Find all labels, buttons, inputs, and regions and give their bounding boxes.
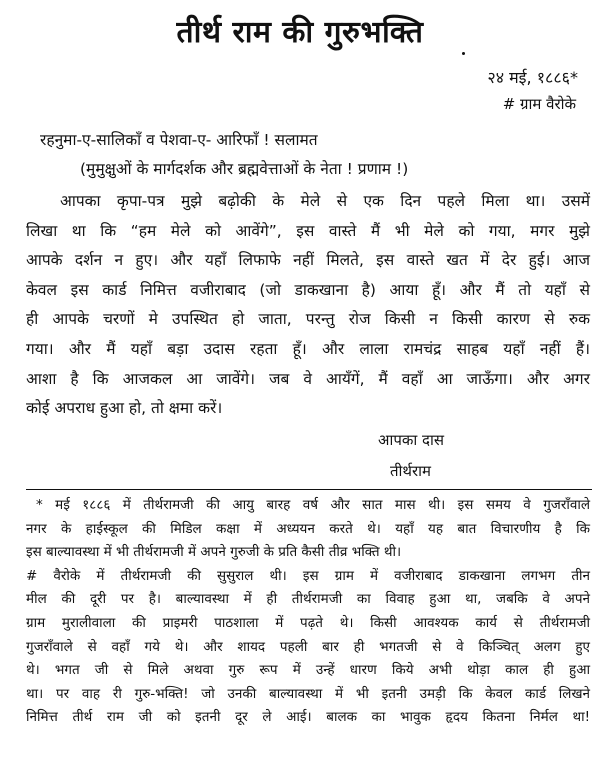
footnote-line: # वैरोके में तीर्थरामजी की सुसुराल थी। इस ग्राम में वजीराबाद डाकखाना लगभग तीन bbox=[26, 567, 590, 584]
body-line: आशा है कि आजकल आ जावेंगे। जब वे आयँगें, मैं वहाँ आ जाऊँगा। और अगर bbox=[26, 369, 590, 388]
footnote-line: था। पर वाह री गुरु-भक्ति! जो उनकी बाल्यावस्था में भी इतनी उमड़ी कि केवल कार्ड लिखने bbox=[26, 685, 590, 702]
footnotes bbox=[26, 494, 590, 730]
letter-closing: आपका दास bbox=[378, 431, 445, 449]
footnote-line: थे। भगत जी से मिले अथवा गुरु रूप में उन्हें धारण किये अभी थोड़ा काल ही हुआ bbox=[26, 662, 590, 679]
footnote-line: निमित्त तीर्थ राम जी को इतनी दूर ले आई। बालक का भावुक हृदय कितना निर्मल था! bbox=[26, 709, 590, 726]
body-line: आपका कृपा-पत्र मुझे बढ़ोकी के मेले से एक दिन पहले मिला था। उसमें bbox=[60, 192, 590, 210]
letter-place: # ग्राम वैरोके bbox=[502, 95, 576, 113]
body-line: लिखा था कि “हम मेले को आवेंगे”, इस वास्ते मैं भी मेले को गया, मगर मुझे bbox=[26, 221, 590, 240]
body-line: गया। और मैं यहाँ बड़ा उदास रहता हूँ। और लाला रामचंद्र साहब यहाँ नहीं हैं। bbox=[26, 339, 590, 358]
footnote-line: मील की दूरी पर है। बाल्यावस्था में ही तीर्थरामजी का विवाह हुआ था, जबकि वे अपने bbox=[26, 591, 590, 608]
footnote-line: ग्राम मुरालीवाला की प्राइमरी पाठशाला में पढ़ते थे। किसी आवश्यक कार्य से तीर्थरामजी bbox=[26, 614, 590, 631]
salutation-translation: (मुमुक्षुओं के मार्गदर्शक और ब्रह्मवेत्ताओं के नेता ! प्रणाम !) bbox=[80, 160, 409, 178]
footnote-line: गुजराँवाले से वहाँ गये थे। और शायद पहली बार ही भगतजी से वे किञ्चित् अलग हुए bbox=[26, 638, 590, 655]
body-line: आपके दर्शन न हुए। और यहाँ लिफाफे नहीं मिलते, इस वास्ते खत में देर हुई। आज bbox=[26, 251, 590, 270]
body-line: केवल इस कार्ड निमित्त वजीराबाद (जो डाकखाना है) आया हूँ। और मैं तो यहाँ से bbox=[26, 280, 590, 299]
letter-date: २४ मई, १८८६* bbox=[487, 68, 578, 87]
page-title: तीर्थ राम की गुरुभक्ति bbox=[176, 15, 424, 50]
letter-signature: तीर्थराम bbox=[390, 462, 432, 480]
letter-body bbox=[26, 187, 590, 424]
footnote-line: इस बाल्यावस्था में भी तीर्थरामजी में अपने गुरुजी के प्रति कैसी तीव्र भक्ति थी। bbox=[26, 544, 402, 561]
ink-dot bbox=[462, 52, 465, 55]
salutation: रहनुमा-ए-सालिकाँ व पेशवा-ए- आरिफाँ ! सलामत bbox=[40, 131, 318, 149]
footnote-line: नगर के हाईस्कूल की मिडिल कक्षा में अध्ययन करते थे। यहाँ यह बात विचारणीय है कि bbox=[26, 520, 590, 537]
body-line: ही आपके चरणों मे उपस्थित हो जाता, परन्तु रोज किसी न किसी कारण से रुक bbox=[26, 310, 590, 329]
footnote-line: * मई १८८६ में तीर्थरामजी की आयु बारह वर्ष और सात मास थी। इस समय वे गुजराँवाले bbox=[36, 497, 590, 513]
footnote-divider bbox=[26, 489, 592, 490]
body-line: कोई अपराध हुआ हो, तो क्षमा करें। bbox=[26, 399, 223, 418]
